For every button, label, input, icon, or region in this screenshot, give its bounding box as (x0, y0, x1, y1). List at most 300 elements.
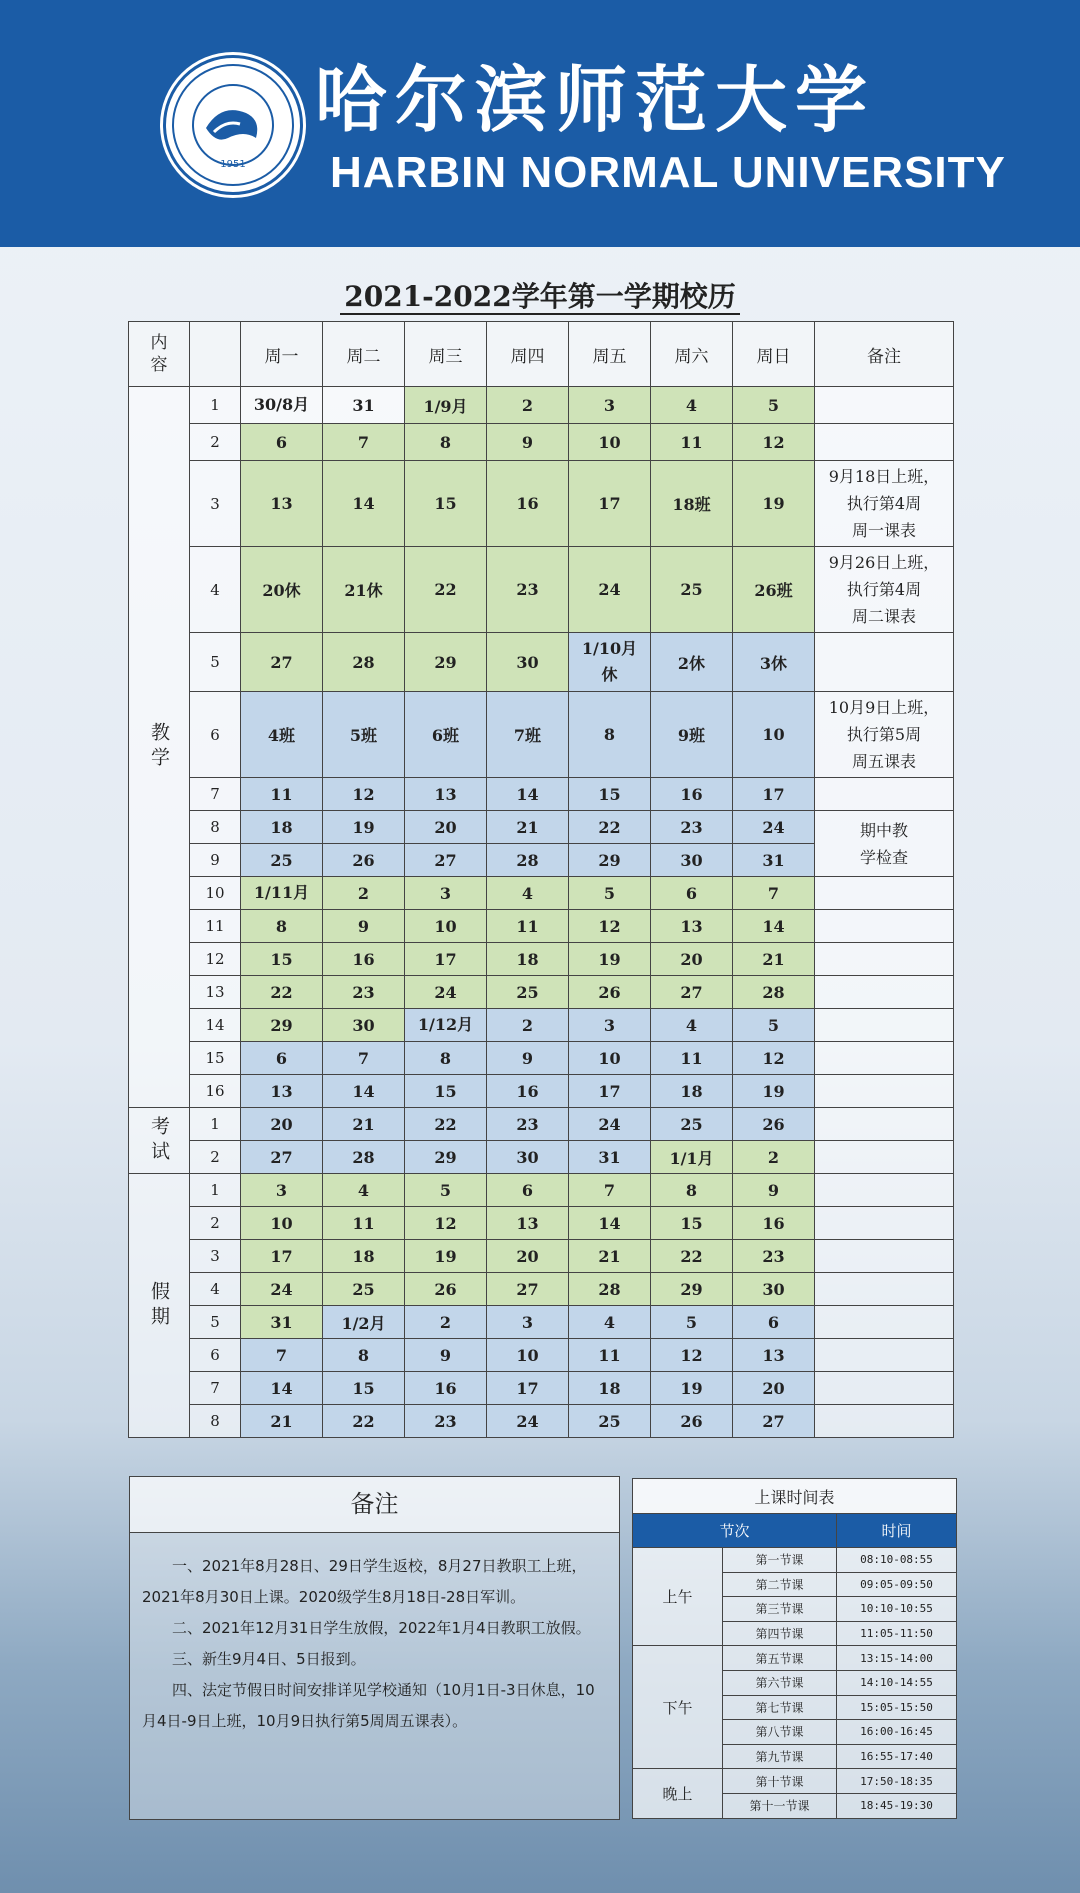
week-number: 2 (190, 1207, 241, 1240)
date-cell: 21 (569, 1240, 651, 1273)
date-cell: 11 (323, 1207, 405, 1240)
date-cell: 27 (651, 976, 733, 1009)
date-cell: 2 (487, 1009, 569, 1042)
note-empty (815, 1240, 954, 1273)
note-line: 周五课表 (851, 752, 916, 771)
week-number: 11 (190, 910, 241, 943)
date-cell: 28 (733, 976, 815, 1009)
date-cell: 26 (323, 844, 405, 877)
note-empty (815, 633, 954, 692)
date-cell: 24 (569, 1108, 651, 1141)
note-empty (815, 1075, 954, 1108)
note-line: 执行第4周 (846, 494, 922, 513)
col-header-sat: 周六 (651, 322, 733, 387)
note-week4 (815, 547, 954, 633)
date-cell: 31 (733, 844, 815, 877)
schedule-group-label: 上午 (633, 1548, 723, 1646)
period-name: 第七节课 (723, 1695, 837, 1720)
date-cell: 12 (733, 424, 815, 461)
date-cell: 23 (487, 547, 569, 633)
header-banner (0, 0, 1080, 247)
note-empty (815, 1108, 954, 1141)
period-time: 14:10-14:55 (837, 1670, 957, 1695)
date-cell: 22 (651, 1240, 733, 1273)
week-number: 2 (190, 424, 241, 461)
week-number: 10 (190, 877, 241, 910)
date-cell: 6 (241, 424, 323, 461)
date-cell: 28 (487, 844, 569, 877)
date-cell: 27 (241, 1141, 323, 1174)
week-number: 12 (190, 943, 241, 976)
date-cell: 5 (651, 1306, 733, 1339)
week-number: 1 (190, 387, 241, 424)
date-cell: 8 (405, 424, 487, 461)
week-number: 2 (190, 1141, 241, 1174)
date-cell: 21 (487, 811, 569, 844)
col-header-sun: 周日 (733, 322, 815, 387)
note-line: 执行第4周 (846, 580, 922, 599)
date-cell: 4 (487, 877, 569, 910)
date-cell: 7班 (487, 692, 569, 778)
date-cell: 25 (241, 844, 323, 877)
date-cell: 27 (487, 1273, 569, 1306)
period-name: 第六节课 (723, 1670, 837, 1695)
date-cell: 5 (405, 1174, 487, 1207)
date-cell: 14 (241, 1372, 323, 1405)
remark-paragraph: 二、2021年12月31日学生放假，2022年1月4日教职工放假。 (172, 1619, 591, 1637)
date-cell: 12 (733, 1042, 815, 1075)
date-cell: 20 (733, 1372, 815, 1405)
note-week8_9 (815, 811, 954, 877)
date-cell: 2 (405, 1306, 487, 1339)
date-cell: 3休 (733, 633, 815, 692)
date-cell: 12 (323, 778, 405, 811)
note-line: 10月9日上班， (828, 698, 940, 717)
date-cell: 8 (569, 692, 651, 778)
date-cell: 7 (323, 424, 405, 461)
date-cell: 17 (569, 461, 651, 547)
date-cell: 14 (569, 1207, 651, 1240)
calendar-row (129, 1042, 954, 1075)
university-name-en: HARBIN NORMAL UNIVERSITY (330, 148, 1006, 197)
date-cell: 25 (569, 1405, 651, 1438)
calendar-row (129, 692, 954, 778)
date-cell: 11 (651, 1042, 733, 1075)
date-cell: 17 (241, 1240, 323, 1273)
schedule-title: 上课时间表 (633, 1479, 957, 1514)
date-cell: 3 (405, 877, 487, 910)
date-cell: 16 (487, 1075, 569, 1108)
date-cell: 18班 (651, 461, 733, 547)
calendar-row (129, 910, 954, 943)
date-cell: 18 (323, 1240, 405, 1273)
date-cell: 1/10月休 (569, 633, 651, 692)
period-time: 17:50-18:35 (837, 1769, 957, 1794)
date-cell: 17 (487, 1372, 569, 1405)
week-number: 14 (190, 1009, 241, 1042)
date-cell: 30 (323, 1009, 405, 1042)
date-cell: 1/1月 (651, 1141, 733, 1174)
date-cell: 23 (651, 811, 733, 844)
date-cell: 24 (487, 1405, 569, 1438)
date-cell: 3 (241, 1174, 323, 1207)
note-empty (815, 1306, 954, 1339)
date-cell: 27 (405, 844, 487, 877)
date-cell: 14 (487, 778, 569, 811)
logo-ring-icon (166, 58, 300, 192)
date-cell: 22 (323, 1405, 405, 1438)
date-cell: 8 (323, 1339, 405, 1372)
note-line: 9月18日上班， (828, 467, 940, 486)
page-title: 2021-2022学年第一学期校历 (0, 275, 1080, 315)
date-cell: 4 (651, 1009, 733, 1042)
date-cell: 15 (323, 1372, 405, 1405)
date-cell: 16 (651, 778, 733, 811)
logo-year: 1951 (220, 159, 246, 170)
note-empty (815, 424, 954, 461)
date-cell: 29 (241, 1009, 323, 1042)
date-cell: 5 (569, 877, 651, 910)
section-label-holiday: 假期 (129, 1174, 190, 1438)
date-cell: 24 (405, 976, 487, 1009)
date-cell: 4 (569, 1306, 651, 1339)
date-cell: 9 (405, 1339, 487, 1372)
date-cell: 13 (487, 1207, 569, 1240)
date-cell: 18 (651, 1075, 733, 1108)
col-header-thu: 周四 (487, 322, 569, 387)
date-cell: 8 (651, 1174, 733, 1207)
note-empty (815, 1372, 954, 1405)
period-name: 第九节课 (723, 1744, 837, 1769)
date-cell: 23 (487, 1108, 569, 1141)
date-cell: 11 (569, 1339, 651, 1372)
date-cell: 24 (733, 811, 815, 844)
note-empty (815, 943, 954, 976)
col-header-mon: 周一 (241, 322, 323, 387)
date-cell: 5 (733, 1009, 815, 1042)
date-cell: 16 (487, 461, 569, 547)
date-cell: 6 (651, 877, 733, 910)
col-header-week (190, 322, 241, 387)
col-header-fri: 周五 (569, 322, 651, 387)
header-row (129, 322, 954, 387)
date-cell: 27 (733, 1405, 815, 1438)
date-cell: 1/11月 (241, 877, 323, 910)
note-week6 (815, 692, 954, 778)
date-cell: 19 (405, 1240, 487, 1273)
date-cell: 2 (733, 1141, 815, 1174)
note-empty (815, 1174, 954, 1207)
note-empty (815, 1042, 954, 1075)
date-cell: 23 (733, 1240, 815, 1273)
date-cell: 17 (405, 943, 487, 976)
calendar-row (129, 633, 954, 692)
schedule-row (633, 1769, 957, 1794)
date-cell: 26 (733, 1108, 815, 1141)
remark-paragraph: 一、2021年8月28日、29日学生返校，8月27日教职工上班，2021年8月30日上课。2020级学生8月18日-28日军训。 (142, 1557, 587, 1606)
date-cell: 17 (569, 1075, 651, 1108)
date-cell: 2 (487, 387, 569, 424)
date-cell: 13 (651, 910, 733, 943)
calendar-row (129, 1273, 954, 1306)
date-cell: 20 (241, 1108, 323, 1141)
schedule-col-time: 时间 (837, 1514, 957, 1548)
week-number: 15 (190, 1042, 241, 1075)
remark-paragraph: 四、法定节假日时间安排详见学校通知（10月1日-3日休息，10月4日-9日上班，10月9日执行第5周周五课表）。 (142, 1681, 595, 1730)
calendar-row (129, 1009, 954, 1042)
week-number: 6 (190, 1339, 241, 1372)
date-cell: 5班 (323, 692, 405, 778)
date-cell: 23 (405, 1405, 487, 1438)
date-cell: 23 (323, 976, 405, 1009)
calendar-row (129, 943, 954, 976)
date-cell: 16 (405, 1372, 487, 1405)
note-empty (815, 976, 954, 1009)
date-cell: 3 (487, 1306, 569, 1339)
remark-paragraph: 三、新生9月4日、5日报到。 (172, 1650, 366, 1668)
date-cell: 9 (323, 910, 405, 943)
schedule-col-period: 节次 (633, 1514, 837, 1548)
note-empty (815, 877, 954, 910)
period-time: 10:10-10:55 (837, 1597, 957, 1622)
calendar-row (129, 1141, 954, 1174)
date-cell: 15 (405, 461, 487, 547)
calendar-row (129, 1240, 954, 1273)
date-cell: 6 (733, 1306, 815, 1339)
date-cell: 1/9月 (405, 387, 487, 424)
date-cell: 11 (241, 778, 323, 811)
date-cell: 15 (651, 1207, 733, 1240)
date-cell: 26 (651, 1405, 733, 1438)
date-cell: 13 (241, 461, 323, 547)
date-cell: 13 (405, 778, 487, 811)
calendar-row (129, 1405, 954, 1438)
period-name: 第三节课 (723, 1597, 837, 1622)
date-cell: 1/12月 (405, 1009, 487, 1042)
university-name-cn: 哈尔滨师范大学 (315, 57, 876, 142)
date-cell: 25 (651, 1108, 733, 1141)
date-cell: 20 (651, 943, 733, 976)
date-cell: 10 (487, 1339, 569, 1372)
date-cell: 26 (405, 1273, 487, 1306)
date-cell: 28 (569, 1273, 651, 1306)
date-cell: 20 (405, 811, 487, 844)
date-cell: 14 (323, 1075, 405, 1108)
date-cell: 9 (487, 424, 569, 461)
date-cell: 19 (733, 1075, 815, 1108)
week-number: 8 (190, 1405, 241, 1438)
date-cell: 2休 (651, 633, 733, 692)
week-number: 1 (190, 1108, 241, 1141)
note-line: 期中教 (859, 820, 908, 840)
date-cell: 10 (569, 1042, 651, 1075)
date-cell: 19 (651, 1372, 733, 1405)
date-cell: 2 (323, 877, 405, 910)
calendar-row (129, 461, 954, 547)
week-number: 4 (190, 1273, 241, 1306)
date-cell: 20 (487, 1240, 569, 1273)
calendar-row (129, 1339, 954, 1372)
date-cell: 15 (569, 778, 651, 811)
date-cell: 21休 (323, 547, 405, 633)
period-name: 第十节课 (723, 1769, 837, 1794)
calendar-row (129, 1108, 954, 1141)
date-cell: 29 (405, 633, 487, 692)
date-cell: 19 (733, 461, 815, 547)
col-header-content: 内容 (129, 322, 190, 387)
period-time: 18:45-19:30 (837, 1793, 957, 1818)
note-empty (815, 1009, 954, 1042)
date-cell: 10 (405, 910, 487, 943)
schedule-group-label: 下午 (633, 1646, 723, 1769)
week-number: 5 (190, 1306, 241, 1339)
date-cell: 17 (733, 778, 815, 811)
calendar-row (129, 1075, 954, 1108)
period-time: 16:55-17:40 (837, 1744, 957, 1769)
schedule-row (633, 1548, 957, 1573)
calendar-row (129, 877, 954, 910)
date-cell: 16 (733, 1207, 815, 1240)
week-number: 6 (190, 692, 241, 778)
period-name: 第二节课 (723, 1572, 837, 1597)
date-cell: 31 (241, 1306, 323, 1339)
date-cell: 7 (733, 877, 815, 910)
date-cell: 31 (569, 1141, 651, 1174)
date-cell: 28 (323, 633, 405, 692)
date-cell: 25 (487, 976, 569, 1009)
school-calendar-table (128, 321, 954, 1438)
col-header-note: 备注 (815, 322, 954, 387)
week-number: 8 (190, 811, 241, 844)
date-cell: 11 (651, 424, 733, 461)
date-cell: 30/8月 (241, 387, 323, 424)
week-number: 7 (190, 778, 241, 811)
week-number: 7 (190, 1372, 241, 1405)
date-cell: 21 (323, 1108, 405, 1141)
col-header-wed: 周三 (405, 322, 487, 387)
week-number: 3 (190, 461, 241, 547)
note-empty (815, 1339, 954, 1372)
calendar-row (129, 778, 954, 811)
note-line: 执行第5周 (846, 725, 922, 744)
date-cell: 29 (651, 1273, 733, 1306)
date-cell: 29 (405, 1141, 487, 1174)
date-cell: 26班 (733, 547, 815, 633)
note-week3 (815, 461, 954, 547)
date-cell: 30 (487, 1141, 569, 1174)
period-time: 15:05-15:50 (837, 1695, 957, 1720)
date-cell: 25 (651, 547, 733, 633)
calendar-row (129, 811, 954, 844)
date-cell: 7 (241, 1339, 323, 1372)
period-name: 第四节课 (723, 1621, 837, 1646)
date-cell: 25 (323, 1273, 405, 1306)
date-cell: 14 (323, 461, 405, 547)
period-name: 第十一节课 (723, 1793, 837, 1818)
date-cell: 18 (569, 1372, 651, 1405)
calendar-row (129, 1174, 954, 1207)
date-cell: 30 (487, 633, 569, 692)
date-cell: 10 (569, 424, 651, 461)
note-empty (815, 778, 954, 811)
date-cell: 7 (323, 1042, 405, 1075)
note-empty (815, 387, 954, 424)
week-number: 13 (190, 976, 241, 1009)
date-cell: 1/2月 (323, 1306, 405, 1339)
date-cell: 4 (323, 1174, 405, 1207)
date-cell: 4班 (241, 692, 323, 778)
note-line: 周一课表 (851, 521, 916, 540)
date-cell: 10 (733, 692, 815, 778)
date-cell: 22 (405, 547, 487, 633)
col-header-tue: 周二 (323, 322, 405, 387)
calendar-row (129, 976, 954, 1009)
date-cell: 24 (569, 547, 651, 633)
date-cell: 21 (241, 1405, 323, 1438)
section-label-exam: 考试 (129, 1108, 190, 1174)
note-empty (815, 910, 954, 943)
date-cell: 3 (569, 1009, 651, 1042)
date-cell: 29 (569, 844, 651, 877)
note-empty (815, 1141, 954, 1174)
remarks-panel (129, 1476, 620, 1820)
date-cell: 22 (241, 976, 323, 1009)
date-cell: 6 (241, 1042, 323, 1075)
note-line: 学检查 (859, 847, 908, 867)
section-label-teaching: 教学 (129, 387, 190, 1108)
note-line: 周二课表 (851, 607, 916, 626)
date-cell: 13 (733, 1339, 815, 1372)
calendar-row (129, 1306, 954, 1339)
date-cell: 18 (241, 811, 323, 844)
calendar-row (129, 424, 954, 461)
week-number: 1 (190, 1174, 241, 1207)
date-cell: 31 (323, 387, 405, 424)
period-time: 16:00-16:45 (837, 1720, 957, 1745)
date-cell: 8 (405, 1042, 487, 1075)
week-number: 16 (190, 1075, 241, 1108)
calendar-row (129, 387, 954, 424)
date-cell: 15 (405, 1075, 487, 1108)
date-cell: 5 (733, 387, 815, 424)
date-cell: 18 (487, 943, 569, 976)
date-cell: 19 (569, 943, 651, 976)
date-cell: 9班 (651, 692, 733, 778)
schedule-group-label: 晚上 (633, 1769, 723, 1818)
date-cell: 26 (569, 976, 651, 1009)
note-line: 9月26日上班， (828, 553, 940, 572)
week-number: 4 (190, 547, 241, 633)
date-cell: 12 (651, 1339, 733, 1372)
schedule-row (633, 1646, 957, 1671)
date-cell: 6班 (405, 692, 487, 778)
date-cell: 15 (241, 943, 323, 976)
date-cell: 3 (569, 387, 651, 424)
date-cell: 7 (569, 1174, 651, 1207)
period-time: 08:10-08:55 (837, 1548, 957, 1573)
date-cell: 8 (241, 910, 323, 943)
date-cell: 4 (651, 387, 733, 424)
date-cell: 11 (487, 910, 569, 943)
period-name: 第一节课 (723, 1548, 837, 1573)
calendar-row (129, 547, 954, 633)
date-cell: 6 (487, 1174, 569, 1207)
calendar-row (129, 1207, 954, 1240)
period-time: 09:05-09:50 (837, 1572, 957, 1597)
university-logo (163, 55, 303, 195)
note-empty (815, 1273, 954, 1306)
date-cell: 13 (241, 1075, 323, 1108)
